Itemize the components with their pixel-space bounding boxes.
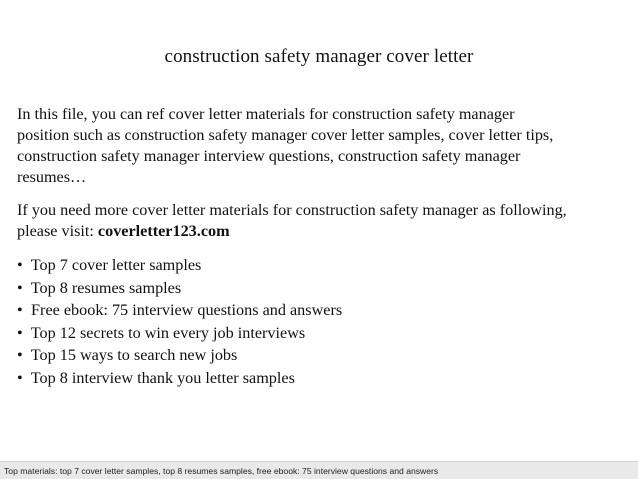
list-item-label: Top 15 ways to search new jobs (30, 346, 238, 364)
bullet-icon: • (17, 256, 23, 274)
intro-paragraph (17, 104, 629, 188)
list-item-label: Top 12 secrets to win every job interviews (30, 323, 306, 342)
list-item (17, 367, 629, 390)
list-item (17, 322, 629, 345)
visit-prefix: please visit: (17, 222, 98, 240)
list-item (17, 254, 629, 277)
list-item (17, 344, 629, 367)
list-item-label: Free ebook: 75 interview questions and answers (31, 301, 343, 319)
list-item-label: Top 8 resumes samples (30, 278, 182, 297)
bullet-icon: • (17, 278, 23, 297)
materials-list (17, 254, 629, 389)
website-link[interactable]: coverletter123.com (97, 222, 230, 240)
bullet-icon: • (17, 368, 23, 387)
intro-line: resumes… (17, 168, 87, 186)
list-item (17, 299, 629, 322)
document-body (17, 104, 629, 389)
visit-line (17, 221, 629, 242)
list-item-label: Top 8 interview thank you letter samples (30, 368, 295, 387)
footer-text: Top materials: top 7 cover letter samples, top 8 resumes samples, free ebook: 75 interview questions and answers (4, 466, 439, 476)
more-materials-line: If you need more cover letter materials for construction safety manager as following, (17, 201, 567, 219)
list-item-label: Top 7 cover letter samples (30, 256, 202, 274)
bullet-icon: • (17, 301, 23, 319)
intro-line: In this file, you can ref cover letter materials for construction safety manager (17, 105, 515, 123)
more-materials-paragraph (17, 200, 629, 242)
intro-line: construction safety manager interview questions, construction safety manager (17, 147, 521, 165)
page-title: construction safety manager cover letter (164, 46, 474, 67)
intro-line: position such as construction safety manager cover letter samples, cover letter tips, (17, 126, 554, 144)
footer-bar (0, 461, 638, 479)
bullet-icon: • (17, 323, 23, 342)
list-item (17, 277, 629, 300)
bullet-icon: • (17, 346, 23, 364)
